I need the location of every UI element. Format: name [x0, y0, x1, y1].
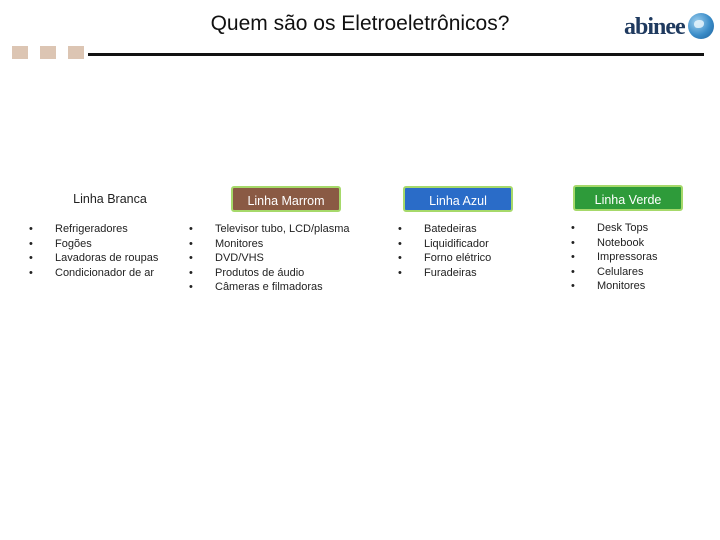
list-item: • Impressoras: [571, 250, 658, 265]
list-item: • Monitores: [189, 237, 350, 252]
list-item: • Refrigeradores: [29, 222, 158, 237]
linha-azul-list: [398, 222, 491, 280]
page-title: Quem são os Eletroeletrônicos?: [210, 12, 510, 35]
decorative-squares: [12, 46, 84, 59]
list-item: • Furadeiras: [398, 266, 491, 281]
list-item: • Liquidificador: [398, 237, 491, 252]
abinee-logo: [624, 12, 714, 42]
list-item: • DVD/VHS: [189, 251, 350, 266]
category-label-linha-branca: Linha Branca: [55, 186, 165, 212]
globe-icon: [688, 13, 714, 39]
list-item: • Forno elétrico: [398, 251, 491, 266]
logo-wordmark: abinee: [624, 14, 685, 40]
category-label-linha-azul: Linha Azul: [403, 186, 513, 212]
decorative-square: [12, 46, 28, 59]
list-item: • Notebook: [571, 236, 658, 251]
list-item: • Fogões: [29, 237, 158, 252]
list-item: • Lavadoras de roupas: [29, 251, 158, 266]
decorative-square: [40, 46, 56, 59]
category-label-linha-marrom: Linha Marrom: [231, 186, 341, 212]
list-item: • Televisor tubo, LCD/plasma: [189, 222, 350, 237]
list-item: • Desk Tops: [571, 221, 658, 236]
list-item: • Monitores: [571, 279, 658, 294]
list-item: • Produtos de áudio: [189, 266, 350, 281]
linha-marrom-list: [189, 222, 350, 295]
linha-branca-list: [29, 222, 158, 280]
list-item: • Câmeras e filmadoras: [189, 280, 350, 295]
list-item: • Condicionador de ar: [29, 266, 158, 281]
decorative-square: [68, 46, 84, 59]
linha-verde-list: [571, 221, 658, 294]
list-item: • Celulares: [571, 265, 658, 280]
list-item: • Batedeiras: [398, 222, 491, 237]
category-label-linha-verde: Linha Verde: [573, 185, 683, 211]
header-divider: [88, 53, 704, 56]
